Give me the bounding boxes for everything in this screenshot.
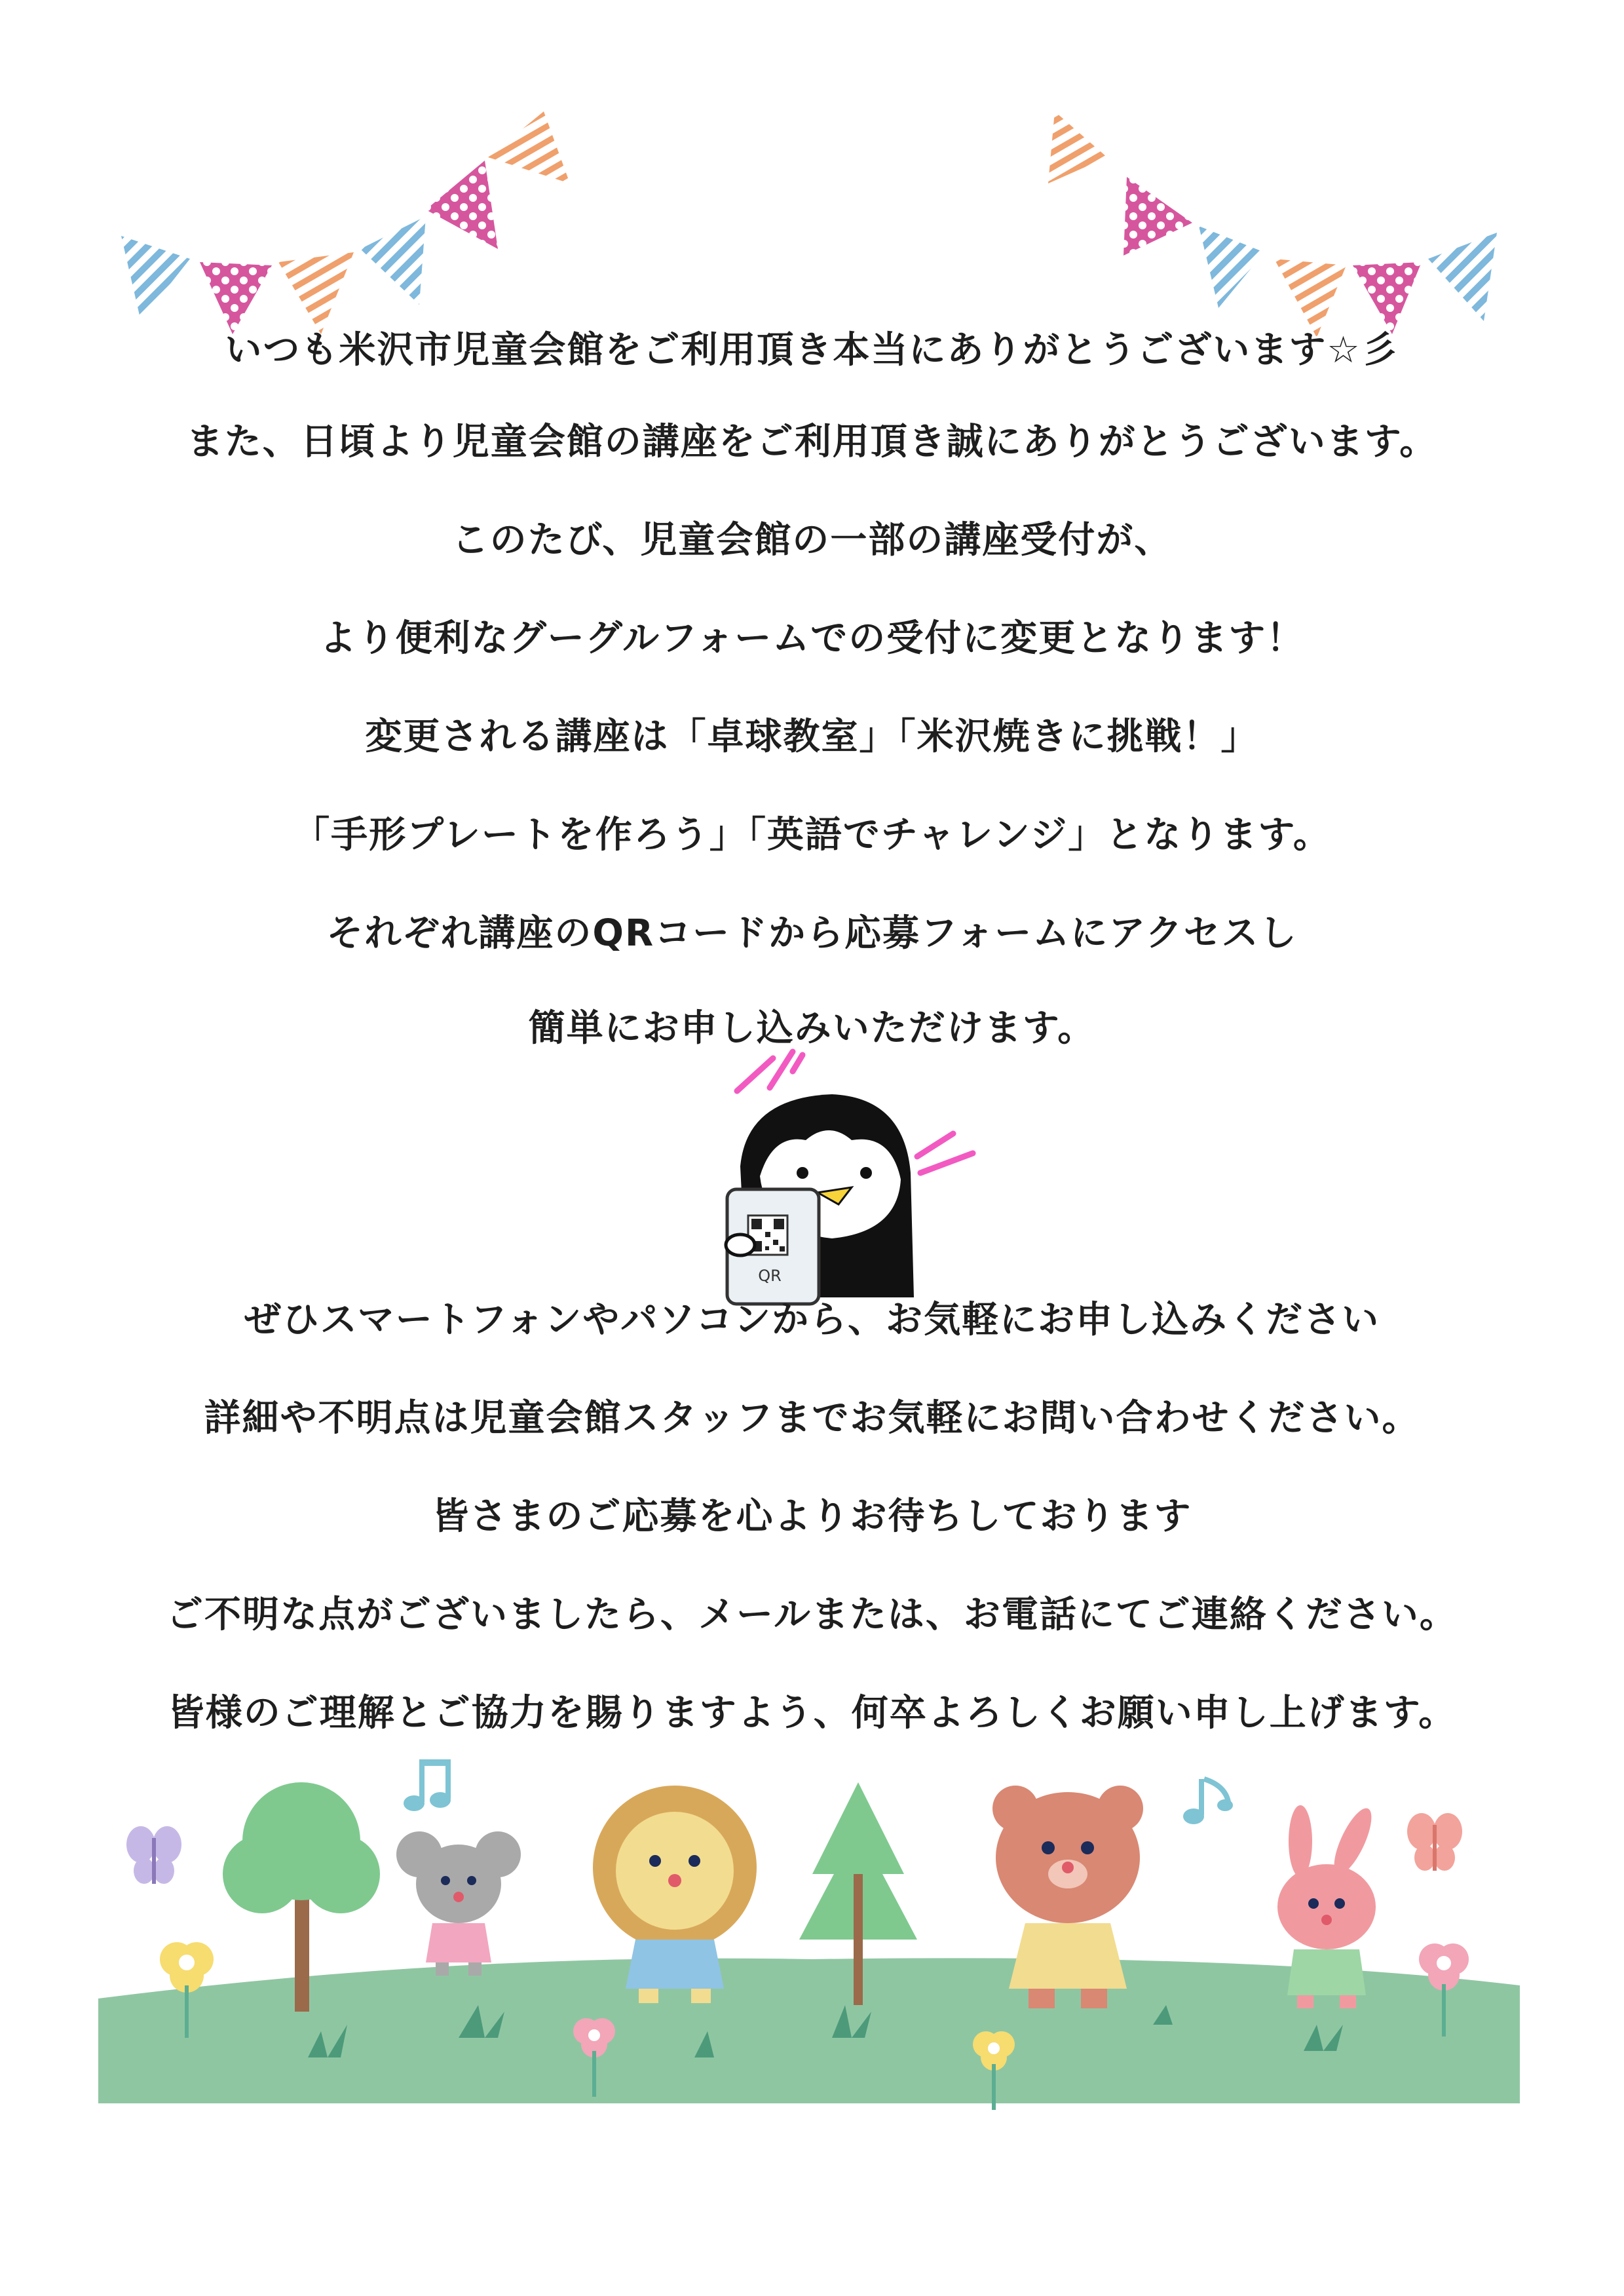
- inquiry-line: 詳細や不明点は児童会館スタッフまでお気軽にお問い合わせください。: [204, 1397, 1420, 1440]
- music-note-icon: [1183, 1779, 1233, 1824]
- bear-icon: [992, 1786, 1143, 2008]
- apply-invite-line: ぜひスマートフォンやパソコンから、お気軽にお申し込みください: [244, 1299, 1380, 1341]
- butterfly-icon: [126, 1826, 181, 1884]
- waiting-line: 皆さまのご応募を心よりお待ちしております: [432, 1495, 1192, 1538]
- bunting-icon: [0, 0, 1624, 367]
- thanks-line: また、日頃より児童会館の講座をご利用頂き誠にありがとうございます。: [186, 421, 1438, 463]
- courses-line-1: 変更される講座は「卓球教室」「米沢焼きに挑戦！」: [365, 716, 1259, 758]
- greeting-line: いつも米沢市児童会館をご利用頂き本当にありがとうございます☆彡: [225, 329, 1399, 372]
- mouse-icon: [396, 1831, 521, 1976]
- bunting-right-icon: [1048, 111, 1497, 337]
- google-form-line: より便利なグーグルフォームでの受付に変更となります！: [319, 617, 1305, 660]
- closing-line: 皆様のご理解とご協力を賜りますよう、何卒よろしくお願い申し上げます。: [167, 1692, 1457, 1734]
- bunting-left-icon: [121, 111, 570, 334]
- courses-line-2: 「手形プレートを作ろう」「英語でチャレンジ」となります。: [293, 814, 1331, 856]
- animal-scene-illustration: [0, 1743, 1624, 2136]
- easy-apply-line: 簡単にお申し込みいただけます。: [528, 1007, 1096, 1050]
- penguin-with-qr-phone-icon: [694, 1035, 996, 1311]
- contact-line: ご不明な点がございましたら、メールまたは、お電話にてご連絡ください。: [166, 1594, 1458, 1636]
- butterfly-icon: [1407, 1813, 1462, 1871]
- announcement-line: このたび、児童会館の一部の講座受付が、: [451, 519, 1173, 562]
- phone-qr-label: QR: [758, 1267, 782, 1285]
- music-note-icon: [404, 1759, 451, 1811]
- qr-access-line: それぞれ講座のQRコードから応募フォームにアクセスし: [326, 912, 1298, 955]
